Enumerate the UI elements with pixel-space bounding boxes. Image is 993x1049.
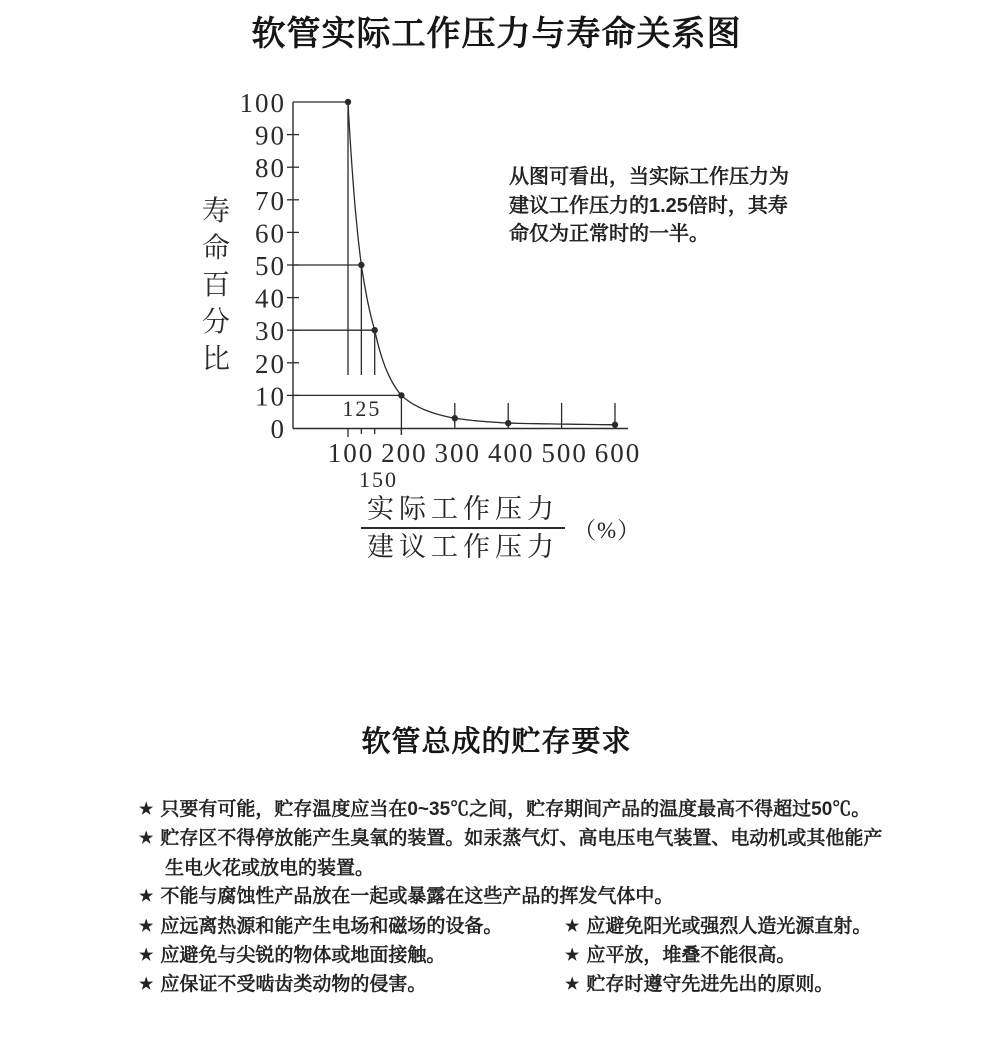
y-axis-title — [200, 193, 232, 378]
y-tick-label: 90 — [255, 120, 286, 151]
star-icon: ★ — [139, 947, 154, 965]
annotation-line: 建议工作压力的1.25倍时，其寿 — [509, 194, 788, 217]
data-point-dot — [358, 262, 364, 268]
x-tick-label: 500 — [541, 438, 588, 468]
star-icon: ★ — [565, 947, 580, 965]
requirement-text: 贮存区不得停放能产生臭氧的装置。如汞蒸气灯、高电压电气装置、电动机或其他能产生电火花或放电的装置。 — [160, 828, 883, 879]
y-tick-label: 50 — [255, 251, 286, 281]
data-point-dot — [345, 99, 351, 105]
x-axis-title — [361, 491, 641, 565]
y-tick-label: 40 — [255, 283, 286, 314]
curve-path — [348, 102, 615, 425]
chart-annotation — [509, 163, 789, 249]
x-tick-label: 200 — [381, 438, 428, 468]
data-point-dot — [505, 420, 511, 426]
y-tick-label: 80 — [255, 153, 286, 184]
data-point-dot — [452, 415, 458, 421]
data-point-dot — [612, 422, 618, 428]
requirement-text: 不能与腐蚀性产品放在一起或暴露在这些产品的挥发气体中。 — [160, 886, 674, 908]
star-icon: ★ — [139, 917, 154, 935]
x-axis-fraction — [361, 491, 565, 565]
storage-requirement-item — [139, 883, 883, 912]
y-tick-label: 70 — [255, 185, 286, 216]
y-tick-label: 100 — [239, 88, 286, 118]
y-tick-label: 30 — [255, 316, 286, 347]
data-points — [345, 99, 618, 428]
storage-requirement-item — [139, 942, 565, 971]
y-axis-title-char: 分 — [201, 307, 230, 338]
storage-requirement-row — [139, 942, 883, 971]
storage-requirement-item — [139, 825, 883, 883]
annotation-line: 从图可看出，当实际工作压力为 — [509, 166, 789, 188]
y-tick-label: 10 — [255, 381, 286, 412]
x-tick-label: 400 — [487, 438, 535, 468]
storage-requirement-item — [565, 913, 883, 942]
storage-requirement-item — [139, 913, 565, 942]
y-axis-title-char: 命 — [201, 233, 230, 264]
y-axis-title-char: 比 — [201, 344, 230, 375]
minor-xtick-label: 150 — [358, 467, 398, 492]
requirement-text: 应远离热源和能产生电场和磁场的设备。 — [160, 915, 503, 937]
star-icon: ★ — [139, 801, 154, 818]
star-icon: ★ — [565, 976, 580, 994]
x-tick-label: 100 — [327, 438, 375, 468]
requirement-text: 贮存时遵守先进先出的原则。 — [586, 974, 834, 996]
data-point-dot — [372, 327, 378, 333]
life-curve — [348, 102, 615, 425]
fraction-denominator: 建议工作压力 — [367, 532, 559, 562]
x-tick-label: 300 — [434, 438, 482, 468]
annotation-line: 命仅为正常时的一半。 — [509, 223, 709, 245]
storage-section-title: 软管总成的贮存要求 — [361, 726, 632, 758]
requirement-text: 只要有可能，贮存温度应当在0~35℃之间，贮存期间产品的温度最高不得超过50℃。 — [160, 799, 871, 820]
star-icon: ★ — [565, 917, 580, 935]
y-axis-title-char: 寿 — [201, 196, 230, 227]
requirement-text: 应平放，堆叠不能很高。 — [586, 945, 796, 967]
y-tick-label: 20 — [255, 348, 286, 379]
y-axis-title-char: 百 — [201, 270, 230, 301]
star-icon: ★ — [139, 976, 154, 994]
storage-requirement-item — [565, 942, 883, 971]
storage-requirement-item — [139, 796, 883, 825]
star-icon: ★ — [139, 888, 154, 906]
storage-requirement-item — [565, 971, 883, 1000]
requirement-text: 应避免与尖锐的物体或地面接触。 — [160, 945, 446, 967]
requirement-text: 应保证不受啮齿类动物的侵害。 — [160, 974, 427, 996]
storage-requirement-row — [139, 913, 883, 942]
y-tick-label: 0 — [270, 414, 286, 444]
x-axis-unit: （%） — [573, 517, 642, 543]
fraction-numerator: 实际工作压力 — [367, 494, 559, 524]
storage-requirement-row — [139, 971, 883, 1000]
tick-labels — [240, 88, 642, 492]
page-title: 软管实际工作压力与寿命关系图 — [251, 15, 742, 53]
y-tick-label: 60 — [255, 218, 286, 249]
data-point-dot — [398, 392, 404, 398]
minor-xtick-label: 125 — [342, 396, 382, 421]
star-icon: ★ — [139, 830, 154, 848]
requirement-text: 应避免阳光或强烈人造光源直射。 — [586, 915, 872, 937]
guide-lines — [293, 102, 401, 435]
storage-requirement-item — [139, 971, 565, 1000]
x-tick-label: 600 — [594, 438, 642, 468]
storage-requirements-list — [139, 796, 883, 1001]
